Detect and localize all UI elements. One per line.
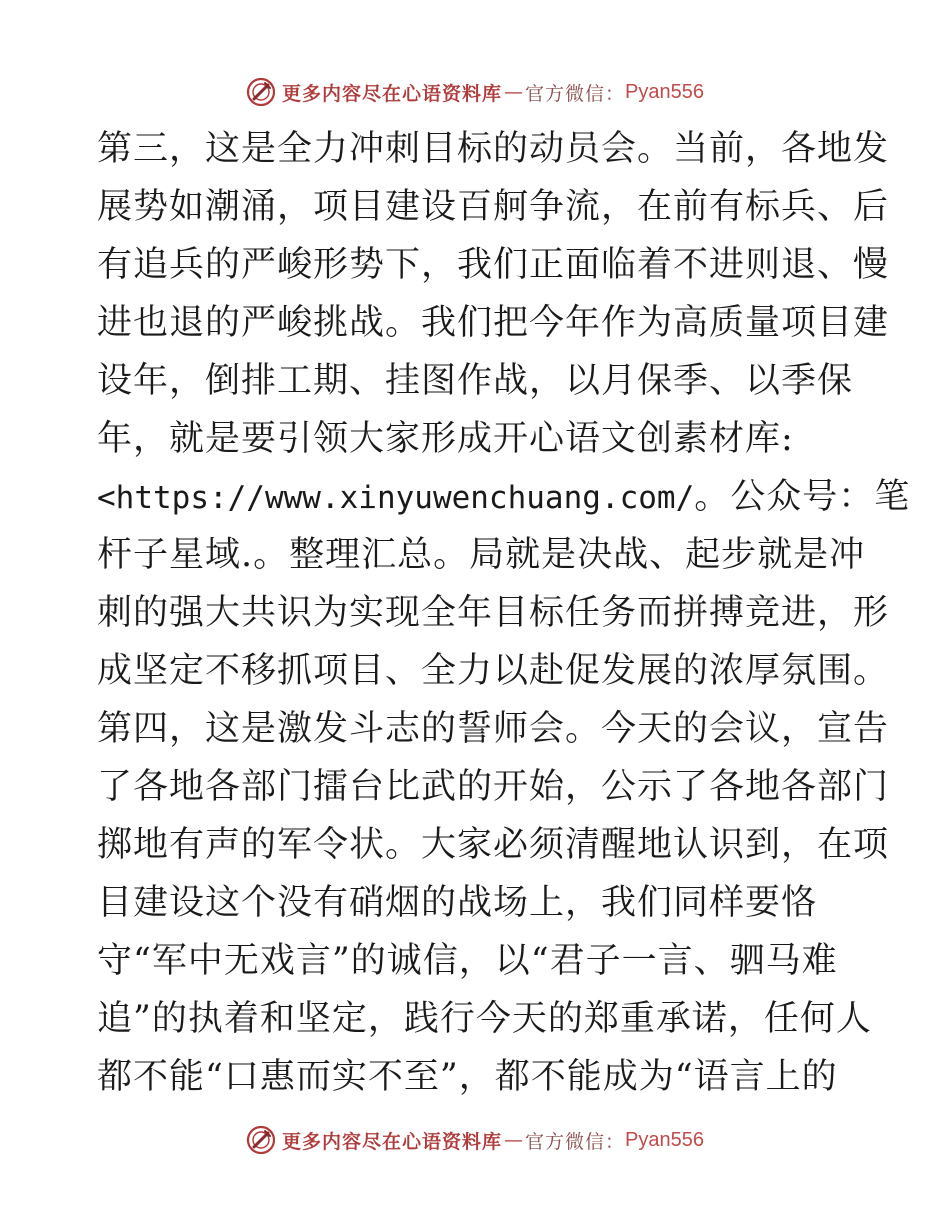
header-watermark-banner	[0, 72, 950, 112]
text-line-url	[97, 468, 911, 526]
brand-logo-icon	[246, 77, 276, 107]
brand-text: 更多内容尽在心语资料库	[282, 82, 503, 105]
url-line-suffix: 。公众号：笔	[694, 477, 911, 517]
text-line: 第四，这是激发斗志的誓师会。今天的会议，宣告	[97, 709, 890, 749]
wechat-label: 官方微信：	[525, 82, 626, 105]
banner-dash: —	[504, 81, 524, 103]
text-line: 进也退的严峻挑战。我们把今年作为高质量项目建	[97, 303, 890, 343]
wechat-id: Pyan556	[625, 80, 704, 103]
wechat-id: Pyan556	[625, 1128, 704, 1151]
text-line: 了各地各部门擂台比武的开始，公示了各地各部门	[97, 767, 890, 807]
text-line: 目建设这个没有硝烟的战场上，我们同样要恪	[97, 883, 818, 923]
text-line: 追”的执着和坚定，践行今天的郑重承诺，任何人	[97, 999, 872, 1039]
url-text: <https://www.xinyuwenchuang.com/	[97, 480, 695, 516]
text-line: 掷地有声的军令状。大家必须清醒地认识到，在项	[97, 825, 890, 865]
text-line: 刺的强大共识为实现全年目标任务而拼搏竞进，形	[97, 593, 890, 633]
text-line: 第三，这是全力冲刺目标的动员会。当前，各地发	[97, 129, 890, 169]
brand-text: 更多内容尽在心语资料库	[282, 1130, 503, 1153]
banner-dash: —	[504, 1129, 524, 1151]
document-body	[97, 120, 911, 1106]
text-line: 成坚定不移抓项目、全力以赴促发展的浓厚氛围。	[97, 651, 890, 691]
text-line: 年，就是要引领大家形成开心语文创素材库:	[97, 419, 794, 459]
text-line: 有追兵的严峻形势下，我们正面临着不进则退、慢	[97, 245, 890, 285]
wechat-label: 官方微信：	[525, 1130, 626, 1153]
text-line: 杆子星域.。整理汇总。局就是决战、起步就是冲	[97, 535, 866, 575]
text-line: 都不能“口惠而实不至”，都不能成为“语言上的	[97, 1057, 838, 1097]
brand-logo-icon	[246, 1125, 276, 1155]
text-line: 守“军中无戏言”的诚信，以“君子一言、驷马难	[97, 941, 838, 981]
footer-watermark-banner	[0, 1120, 950, 1160]
text-line: 设年，倒排工期、挂图作战，以月保季、以季保	[97, 361, 854, 401]
text-line: 展势如潮涌，项目建设百舸争流，在前有标兵、后	[97, 187, 890, 227]
